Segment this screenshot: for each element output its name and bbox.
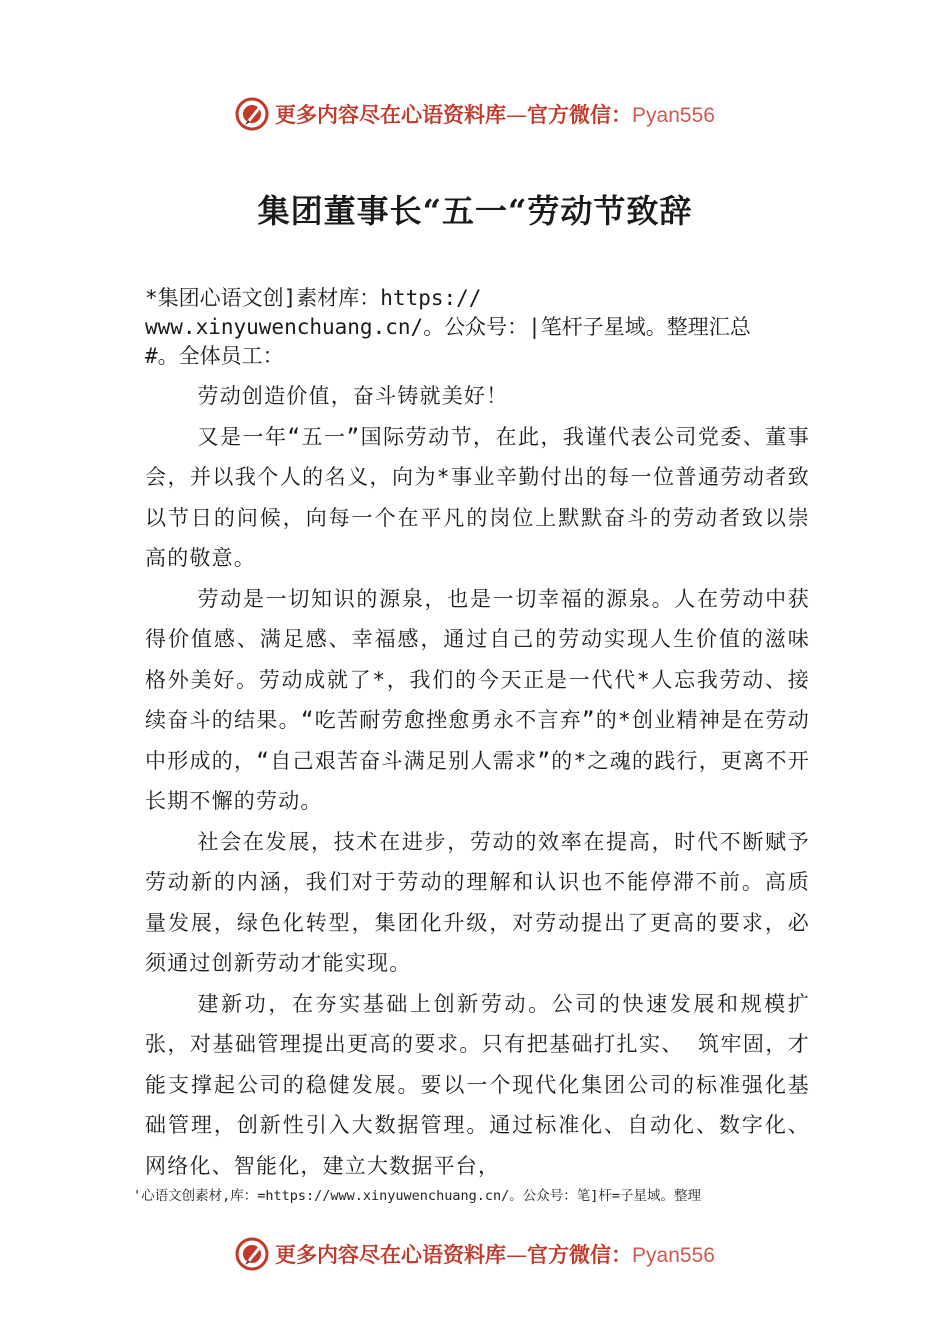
page-footnote: '心语文创素材,库：=https://www.xinyuwenchuang.cn/。公众号：笔]杆=子星域。整理: [133, 1188, 701, 1204]
wechat-account: Pyan556: [632, 1244, 715, 1267]
document-header: [145, 284, 835, 371]
document-title: 集团董事长“五一“劳动节致辞: [257, 192, 693, 230]
paragraph: 劳动是一切知识的源泉，也是一切幸福的源泉。人在劳动中获得价值感、满足感、幸福感，通过自己的劳动实现人生价值的滋味格外美好。劳动成就了*，我们的今天正是一代代*人忘我劳动、接续奋斗的结果。“吃苦耐劳愈挫愈勇永不言弃”的*创业精神是在劳动中形成的，“自己艰苦奋斗满足别人需求”的*之魂的践行，更离不开长期不懈的劳动。: [145, 586, 810, 813]
paragraph: 又是一年“五一”国际劳动节，在此，我谨代表公司党委、董事会，并以我个人的名义，向为*事业辛勤付出的每一位普通劳动者致以节日的问候，向每一个在平凡的岗位上默默奋斗的劳动者致以崇高的敬意。: [145, 424, 810, 570]
banner-text: 更多内容尽在心语资料库—官方微信：Pyan556: [275, 1243, 715, 1267]
pen-logo-icon: [235, 97, 269, 131]
banner-text: 更多内容尽在心语资料库—官方微信：Pyan556: [275, 103, 715, 127]
paragraph: 劳动创造价值，奋斗铸就美好！: [197, 384, 509, 408]
footer-watermark-banner: [0, 1234, 950, 1274]
wechat-account: Pyan556: [632, 104, 715, 127]
header-watermark-banner: [0, 94, 950, 134]
header-line: www.xinyuwenchuang.cn/。公众号：|笔杆子星域。整理汇总: [145, 315, 751, 339]
document-body: [145, 376, 810, 1186]
header-line: #。全体员工：: [145, 344, 284, 368]
paragraph: 建新功，在夯实基础上创新劳动。公司的快速发展和规模扩张，对基础管理提出更高的要求。只有把基础打扎实、 筑牢固，才能支撑起公司的稳健发展。要以一个现代化集团公司的标准强化基础管理，创新性引入大数据管理。通过标准化、自动化、数字化、网络化、智能化，建立大数据平台，: [145, 991, 810, 1178]
paragraph: 社会在发展，技术在进步，劳动的效率在提高，时代不断赋予劳动新的内涵，我们对于劳动的理解和认识也不能停滞不前。高质量发展，绿色化转型，集团化升级，对劳动提出了更高的要求，必须通过创新劳动才能实现。: [145, 829, 810, 975]
pen-logo-icon: [235, 1237, 269, 1271]
header-line: *集团心语文创]素材库：https://: [145, 286, 482, 310]
